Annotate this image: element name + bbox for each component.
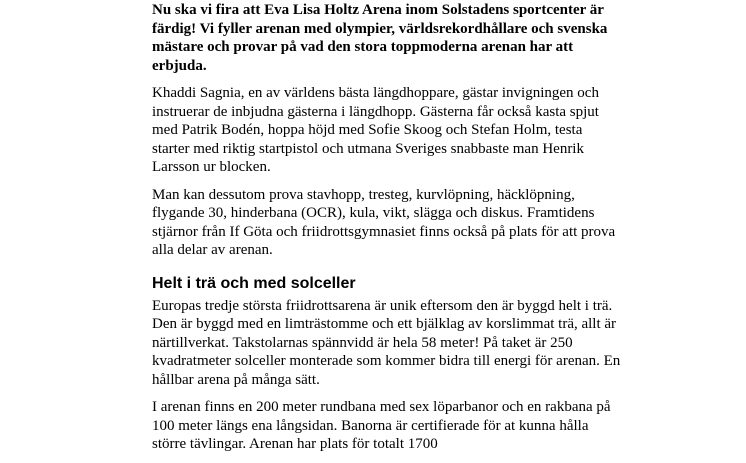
body-paragraph: Khaddi Sagnia, en av världens bästa längdhoppare, gästar invigningen och instruerar de inbjudna gästerna i längdhopp. Gästerna får också kasta spjut med Patrik Bodén, hoppa höjd med Sofie Skoog och Stefan Holm, testa starter med riktig startpistol och utmana Sveriges snabbaste man Henrik Larsson ur blocken. <box>152 85 599 175</box>
section-heading: Helt i trä och med solceller <box>152 274 356 292</box>
body-paragraph: Europas tredje största friidrottsarena är unik eftersom den är byggd helt i trä. Den är byggd med en limträstomme och ett bjälklag av korslimmat trä, allt är närtillverkat. Takstolarnas spännvidd är hela 58 meter! På taket är 250 kvadratmeter solceller monterade som kommer bidra till energi för arenan. En hållbar arena på många sätt. <box>152 297 621 388</box>
intro-paragraph: Nu ska vi fira att Eva Lisa Holtz Arena inom Solstadens sportcenter är färdig! Vi fyller arenan med olympier, världsrekordhållare och svenska mästare och provar på vad den stora toppmoderna arenan har att erbjuda. <box>152 2 608 74</box>
body-paragraph: Man kan dessutom prova stavhopp, tresteg, kurvlöpning, häcklöpning, flygande 30, hinderbana (OCR), kula, vikt, slägga och diskus. Framtidens stjärnor från If Göta och friidrottsgymnasiet finns också på plats för att prova alla delar av arenan. <box>152 186 616 258</box>
body-paragraph: I arenan finns en 200 meter rundbana med sex löparbanor och en rakbana på 100 meter längs ena långsidan. Banorna är certifierade för at kunna hålla större tävlingar. Arenan har plats för totalt 1700 <box>152 399 611 452</box>
article-body <box>152 1 622 463</box>
